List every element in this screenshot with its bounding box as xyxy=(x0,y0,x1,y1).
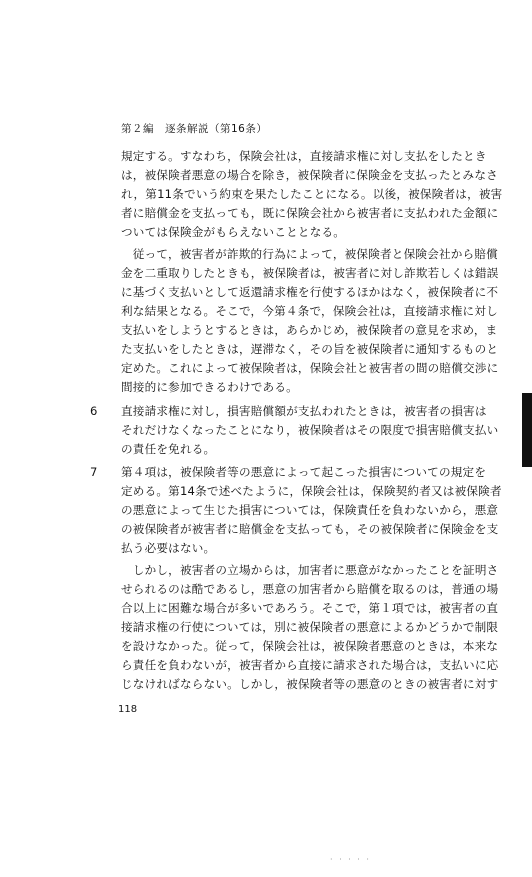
text-line: 定めた。これによって被保険者は，保険会社と被害者の間の賠償交渉に xyxy=(121,361,499,375)
text-line: 規定する。すなわち，保険会社は，直接請求権に対し支払をしたとき xyxy=(121,149,487,163)
text-line: 直接請求権に対し，損害賠償額が支払われたときは，被害者の損害は xyxy=(121,404,487,418)
text-line: の被保険者が被害者に賠償金を支払っても，その被保険者に保険金を支 xyxy=(121,522,499,536)
text-line: 接請求権の行使については，別に被保険者の悪意によるかどうかで制限 xyxy=(121,620,499,634)
text-line: 利な結果となる。そこで，今第４条で，保険会社は，直接請求権に対し xyxy=(121,304,498,318)
text-line: 第４項は，被保険者等の悪意によって起こった損害についての規定を xyxy=(121,465,487,479)
text-line: を設けなかった。従って，保険会社は，被保険者悪意のときは，本来な xyxy=(121,639,499,653)
text-line: れ，第11条でいう約束を果たしたことになる。以後，被保険者は，被害 xyxy=(121,187,503,201)
text-line: の責任を免れる。 xyxy=(121,442,216,456)
text-line: 従って，被害者が詐欺的行為によって，被保険者と保険会社から賠償 xyxy=(121,247,498,261)
text-line: 払う必要はない。 xyxy=(121,541,216,555)
running-header: 第２編 逐条解説（第16条） xyxy=(121,123,268,135)
page-number: 118 xyxy=(118,704,138,715)
text-line: じなければならない。しかし，被保険者等の悪意のときの被害者に対す xyxy=(121,677,499,691)
text-line: の悪意によって生じた損害については，保険責任を負わないから，悪意 xyxy=(121,503,499,517)
page-edge-mark xyxy=(522,393,532,467)
text-line: 間接的に参加できるわけである。 xyxy=(121,380,298,394)
text-line: に基づく支払いとして返還請求権を行使するほかはなく，被保険者に不 xyxy=(121,285,499,299)
text-line: それだけなくなったことになり，被保険者はその限度で損害賠償支払い xyxy=(121,423,499,437)
text-line: 定める。第14条で述べたように，保険会社は，保険契約者又は被保険者 xyxy=(121,484,502,498)
text-line: 支払いをしようとするときは，あらかじめ，被保険者の意見を求め，ま xyxy=(121,323,498,337)
scan-artifact: · · · · · xyxy=(330,855,371,864)
item-number: 7 xyxy=(90,465,98,479)
text-line: 者に賠償金を支払っても，既に保険会社から被害者に支払われた金額に xyxy=(121,206,499,220)
item-number: 6 xyxy=(90,404,98,418)
text-line: せられるのは酷であるし，悪意の加害者から賠償を取るのは，普通の場 xyxy=(121,582,499,596)
text-line: 金を二重取りしたときも，被保険者は，被害者に対し詐欺若しくは錯誤 xyxy=(121,266,499,280)
text-line: ついては保険金がもらえないこととなる。 xyxy=(121,225,346,239)
text-line: しかし，被害者の立場からは，加害者に悪意がなかったことを証明さ xyxy=(121,563,499,577)
text-line: は，被保険者悪意の場合を除き，被保険者に保険金を支払ったとみなさ xyxy=(121,168,498,182)
text-line: 合以上に困難な場合が多いであろう。そこで，第１項では，被害者の直 xyxy=(121,601,499,615)
text-line: ら責任を負わないが，被害者から直接に請求された場合は，支払いに応 xyxy=(121,658,499,672)
text-line: た支払いをしたときは，遅滞なく，その旨を被保険者に通知するものと xyxy=(121,342,499,356)
